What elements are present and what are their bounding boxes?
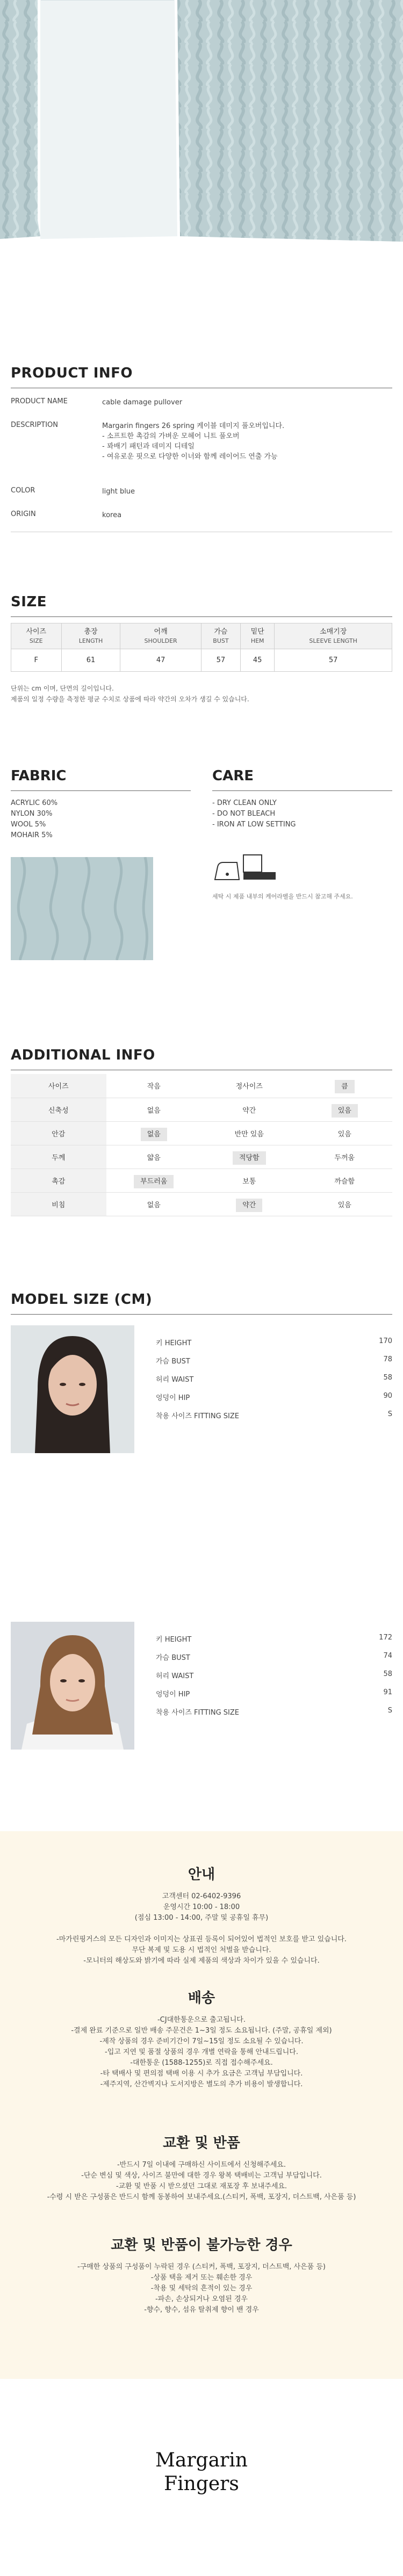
care-title: CARE [212, 768, 254, 784]
size-col-header: 총장 LENGTH [61, 623, 120, 649]
notice-line: -타 택배사 및 편의점 택배 이용 시 추가 요금은 고객님 부담입니다. [100, 2070, 303, 2078]
size-cell: 57 [275, 649, 392, 672]
model-measure-key: 가슴 BUST [156, 1358, 190, 1366]
nonreturn-title: 교환 및 반품이 불가능한 경우 [111, 2237, 292, 2253]
additional-row [11, 1098, 392, 1121]
additional-option: 큼 [297, 1074, 393, 1098]
guide-text: -모니터의 해상도와 밝기에 따라 실제 제품의 색상과 차이가 있을 수 있습니다. [83, 1957, 320, 1965]
divider [11, 790, 191, 791]
fabric-list: ACRYLIC 60% NYLON 30% WOOL 5% MOHAIR 5% [11, 799, 58, 839]
model-measure-value: 58 [383, 1670, 392, 1678]
guide-line: 운영시간 10:00 - 18:00 [163, 1903, 240, 1911]
additional-info-title: ADDITIONAL INFO [11, 1047, 155, 1063]
additional-option: 부드러움 [106, 1169, 202, 1192]
brand-logo-line2: Fingers [164, 2473, 239, 2495]
additional-option: 까슬함 [297, 1169, 393, 1192]
model-photo-1 [11, 1325, 134, 1453]
fabric-swatch [11, 857, 153, 960]
ironing-icon [215, 862, 239, 880]
model-measure-key: 엉덩이 HIP [156, 1690, 190, 1699]
additional-label: 사이즈 [11, 1074, 106, 1098]
model-measure-value: 78 [383, 1355, 392, 1363]
info-key: ORIGIN [11, 510, 36, 518]
notice-line: -단순 변심 및 색상, 사이즈 불만에 대한 경우 왕복 택배비는 고객님 부담입니다. [81, 2172, 322, 2180]
size-col-header: 밑단 HEM [241, 623, 275, 649]
description-line: - 여유로운 핏으로 다양한 이너와 함께 레이어드 연출 가능 [102, 453, 278, 461]
additional-option: 보통 [202, 1169, 297, 1192]
fabric-title: FABRIC [11, 768, 67, 784]
guide-text: -마가린핑거스의 모든 디자인과 이미지는 상표권 등록이 되어있어 법적인 보호를 받고 있습니다. [56, 1935, 347, 1943]
size-note: 단위는 cm 이며, 단면의 길이입니다. 제품의 일정 수량을 측정한 평균 수치로 상품에 따라 약간의 오차가 생길 수 있습니다. [11, 685, 249, 703]
notice-line: -구매한 상품의 구성품이 누락된 경우 (스티커, 폭백, 포장지, 더스트백, 사은품 등) [77, 2263, 326, 2271]
additional-row [11, 1074, 392, 1098]
guide-line: 고객센터 02-6402-9396 [162, 1892, 241, 1900]
additional-option: 있음 [297, 1098, 393, 1121]
additional-option: 있음 [297, 1192, 393, 1216]
additional-row [11, 1192, 392, 1216]
additional-row [11, 1145, 392, 1169]
model-measure-value: S [387, 1707, 392, 1715]
notice-line: -파손, 손상되거나 오염된 경우 [155, 2295, 248, 2303]
additional-option: 작음 [106, 1074, 202, 1098]
additional-label: 신축성 [11, 1098, 106, 1121]
model-measure-key: 엉덩이 HIP [156, 1394, 190, 1402]
additional-label: 비침 [11, 1192, 106, 1216]
divider [11, 616, 392, 617]
guide-text: 무단 복제 및 도용 시 법적인 처벌을 받습니다. [132, 1946, 271, 1954]
size-col-header: 가슴 BUST [201, 623, 240, 649]
info-value [102, 421, 284, 462]
notice-line: -교환 및 반품 시 받으셨던 그대로 재포장 후 보내주세요. [116, 2182, 287, 2190]
wash-tag-icon [243, 855, 276, 880]
size-cell: 61 [61, 649, 120, 672]
additional-option: 약간 [202, 1192, 297, 1216]
notice-line: -반드시 7일 이내에 구매하신 사이트에서 신청해주세요. [117, 2161, 286, 2169]
model-measure-key: 키 HEIGHT [156, 1339, 192, 1347]
model-measure-value: 90 [383, 1392, 392, 1400]
additional-option: 반만 있음 [202, 1121, 297, 1145]
size-title: SIZE [11, 594, 47, 610]
divider [11, 1314, 392, 1315]
size-cell: 57 [201, 649, 240, 672]
model-measure-key: 키 HEIGHT [156, 1636, 192, 1644]
model-size-title: MODEL SIZE (CM) [11, 1291, 153, 1308]
size-table-row [11, 649, 392, 672]
additional-option: 얇음 [106, 1145, 202, 1169]
model-measure-key: 착용 사이즈 FITTING SIZE [156, 1709, 239, 1717]
divider [212, 790, 392, 791]
notice-line: -향수, 향수, 섬유 탈취제 향이 밴 경우 [144, 2306, 259, 2314]
size-cell: F [11, 649, 62, 672]
size-col-header: 소매기장 SLEEVE LENGTH [275, 623, 392, 649]
additional-option: 두꺼움 [297, 1145, 393, 1169]
size-cell: 45 [241, 649, 275, 672]
size-table [11, 623, 392, 672]
notice-line: -대한통운 (1588-1255)로 직접 접수해주세요. [130, 2059, 273, 2067]
info-key: PRODUCT NAME [11, 397, 68, 405]
model-measure-key: 허리 WAIST [156, 1672, 194, 1680]
notice-line: -입고 지연 및 품절 상품의 경우 개별 연락을 통해 안내드립니다. [105, 2048, 298, 2056]
model-measure-value: 170 [379, 1337, 392, 1345]
additional-option: 정사이즈 [202, 1074, 297, 1098]
info-value: light blue [102, 488, 135, 496]
additional-info-table [11, 1074, 392, 1216]
additional-option: 없음 [106, 1098, 202, 1121]
additional-row [11, 1121, 392, 1145]
notice-line: -결제 완료 기준으로 일반 배송 주문건은 1~3일 정도 소요됩니다. (주말, 공휴일 제외) [71, 2027, 332, 2035]
model-measure-key: 착용 사이즈 FITTING SIZE [156, 1412, 239, 1420]
model-measure-value: 58 [383, 1374, 392, 1382]
care-icons [212, 854, 390, 888]
model-measure-value: 74 [383, 1652, 392, 1660]
notice-line: -수령 시 받은 구성품은 반드시 함께 동봉하여 보내주세요.(스티커, 폭백, 포장지, 더스트백, 사은품 등) [47, 2193, 356, 2201]
info-key: DESCRIPTION [11, 421, 58, 429]
additional-option: 적당함 [202, 1145, 297, 1169]
additional-option: 없음 [106, 1121, 202, 1145]
additional-option: 약간 [202, 1098, 297, 1121]
additional-label: 촉감 [11, 1169, 106, 1192]
size-col-header: 사이즈 SIZE [11, 623, 62, 649]
brand-logo-line1: Margarin [155, 2449, 248, 2471]
model-measure-key: 허리 WAIST [156, 1376, 194, 1384]
model-measure-value: 172 [379, 1634, 392, 1642]
notice-line: -CJ대한통운으로 출고됩니다. [157, 2016, 246, 2024]
notice-line: -착용 및 세탁의 흔적이 있는 경우 [150, 2284, 253, 2292]
exchange-title: 교환 및 반품 [163, 2135, 240, 2151]
description-line: Margarin fingers 26 spring 케이블 데미지 풀오버입니다. [102, 422, 285, 430]
guide-line: (점심 13:00 - 14:00, 주말 및 공휴일 휴무) [134, 1914, 269, 1922]
additional-option: 없음 [106, 1192, 202, 1216]
model-photo-2 [11, 1622, 134, 1750]
size-cell: 47 [120, 649, 201, 672]
notice-line: -제작 상품의 경우 준비기간이 7일~15일 정도 소요될 수 있습니다. [99, 2037, 304, 2045]
info-value: korea [102, 511, 122, 519]
additional-row [11, 1169, 392, 1192]
description-line: - 소프트한 촉감의 가벼운 모헤어 니트 풀오버 [102, 432, 240, 440]
notice-line: -상품 택을 제거 또는 훼손한 경우 [150, 2274, 253, 2282]
model-measure-value: S [387, 1410, 392, 1418]
care-note: 세탁 시 제품 내부의 케어라벨을 반드시 참고해 주세요. [212, 893, 353, 900]
product-info-title: PRODUCT INFO [11, 365, 133, 381]
hero-product-photo [0, 0, 403, 252]
care-list: - DRY CLEAN ONLY - DO NOT BLEACH - IRON AT LOW SETTING [212, 799, 296, 829]
notice-box [0, 1831, 403, 2379]
info-value: cable damage pullover [102, 398, 183, 407]
size-table-header [11, 623, 392, 649]
additional-option: 있음 [297, 1121, 393, 1145]
delivery-title: 배송 [188, 1990, 215, 2006]
model-measure-key: 가슴 BUST [156, 1654, 190, 1662]
model-measure-value: 91 [383, 1688, 392, 1696]
size-col-header: 어깨 SHOULDER [120, 623, 201, 649]
description-line: - 꽈배기 패턴과 데미지 디테일 [102, 442, 195, 451]
additional-label: 두께 [11, 1145, 106, 1169]
guide-title: 안내 [188, 1867, 215, 1883]
info-key: COLOR [11, 487, 35, 495]
notice-line: -제주지역, 산간벽지나 도서지방은 별도의 추가 비용이 발생합니다. [100, 2080, 303, 2088]
additional-label: 안감 [11, 1121, 106, 1145]
